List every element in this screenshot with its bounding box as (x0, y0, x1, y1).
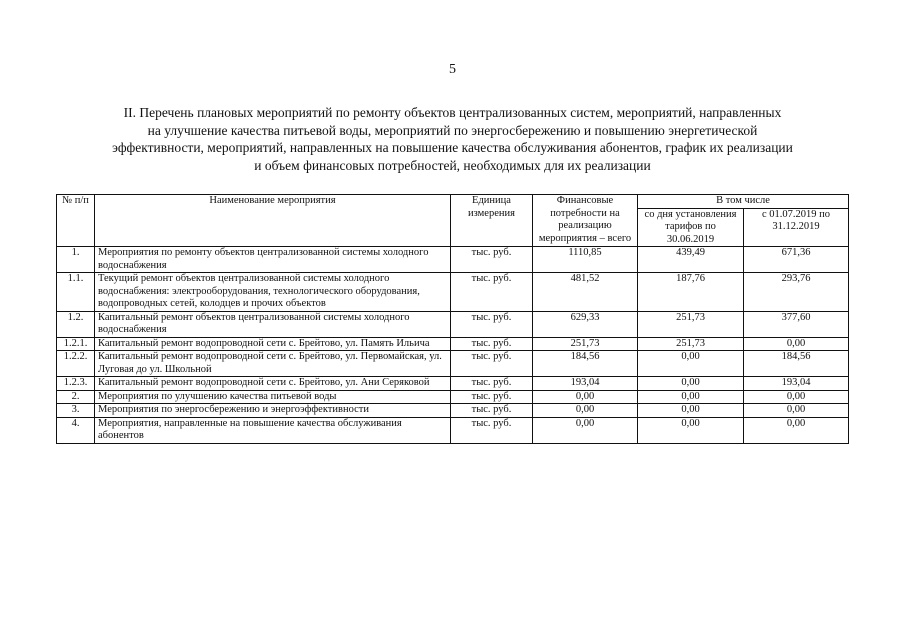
row-total: 1110,85 (533, 247, 638, 273)
row-name: Мероприятия, направленные на повышение качества обслуживания абонентов (95, 417, 451, 443)
row-total: 0,00 (533, 404, 638, 418)
row-period-2: 0,00 (744, 417, 849, 443)
row-unit: тыс. руб. (451, 337, 533, 351)
row-period-1: 0,00 (638, 377, 744, 391)
row-num: 1. (57, 247, 95, 273)
row-unit: тыс. руб. (451, 273, 533, 312)
row-num: 3. (57, 404, 95, 418)
row-period-2: 0,00 (744, 404, 849, 418)
table-header-row (57, 195, 849, 209)
row-period-2: 293,76 (744, 273, 849, 312)
row-period-1: 251,73 (638, 337, 744, 351)
header-period-2: с 01.07.2019 по 31.12.2019 (744, 208, 849, 247)
row-period-1: 0,00 (638, 404, 744, 418)
row-period-2: 0,00 (744, 337, 849, 351)
table-row (57, 390, 849, 404)
table-row (57, 311, 849, 337)
row-period-2: 193,04 (744, 377, 849, 391)
row-period-1: 439,49 (638, 247, 744, 273)
row-unit: тыс. руб. (451, 311, 533, 337)
row-period-2: 184,56 (744, 351, 849, 377)
row-period-2: 0,00 (744, 390, 849, 404)
row-period-1: 0,00 (638, 351, 744, 377)
row-name: Капитальный ремонт объектов централизованной системы холодного водоснабжения (95, 311, 451, 337)
table-row (57, 417, 849, 443)
row-unit: тыс. руб. (451, 404, 533, 418)
row-period-1: 0,00 (638, 417, 744, 443)
row-total: 0,00 (533, 390, 638, 404)
row-unit: тыс. руб. (451, 351, 533, 377)
row-period-1: 187,76 (638, 273, 744, 312)
row-total: 251,73 (533, 337, 638, 351)
row-num: 1.1. (57, 273, 95, 312)
table-row (57, 273, 849, 312)
row-total: 193,04 (533, 377, 638, 391)
row-unit: тыс. руб. (451, 377, 533, 391)
row-period-2: 671,36 (744, 247, 849, 273)
title-line-1: II. Перечень плановых мероприятий по ремонту объектов централизованных систем, мероприятий, направленных (123, 105, 782, 120)
row-num: 4. (57, 417, 95, 443)
header-period-1: со дня установления тарифов по 30.06.2019 (638, 208, 744, 247)
row-name: Мероприятия по ремонту объектов централизованной системы холодного водоснабжения (95, 247, 451, 273)
table-row (57, 247, 849, 273)
measures-table (56, 194, 849, 444)
page-number: 5 (449, 62, 456, 77)
table-row (57, 377, 849, 391)
row-num: 1.2.2. (57, 351, 95, 377)
row-num: 2. (57, 390, 95, 404)
header-total: Финансовые потребности на реализацию мероприятия – всего (533, 195, 638, 247)
section-title (60, 104, 845, 174)
row-period-2: 377,60 (744, 311, 849, 337)
row-unit: тыс. руб. (451, 390, 533, 404)
row-period-1: 0,00 (638, 390, 744, 404)
row-unit: тыс. руб. (451, 417, 533, 443)
header-num: № п/п (57, 195, 95, 247)
header-name: Наименование мероприятия (95, 195, 451, 247)
header-unit: Единица измерения (451, 195, 533, 247)
title-line-2: на улучшение качества питьевой воды, мероприятий по энергосбережению и повышению энергетической (147, 122, 758, 138)
row-total: 0,00 (533, 417, 638, 443)
table-row (57, 337, 849, 351)
row-num: 1.2. (57, 311, 95, 337)
row-name: Капитальный ремонт водопроводной сети с. Брейтово, ул. Память Ильича (95, 337, 451, 351)
row-total: 629,33 (533, 311, 638, 337)
row-name: Мероприятия по энергосбережению и энергоэффективности (95, 404, 451, 418)
row-total: 184,56 (533, 351, 638, 377)
row-total: 481,52 (533, 273, 638, 312)
title-line-3: эффективности, мероприятий, направленных на повышение качества обслуживания абонентов, график их реализации (112, 140, 793, 155)
row-num: 1.2.1. (57, 337, 95, 351)
row-name: Текущий ремонт объектов централизованной системы холодного водоснабжения: электрооборудования, технологического оборудования, водопроводных сетей, колодцев и прочих объектов (95, 273, 451, 312)
table-row (57, 351, 849, 377)
row-name: Мероприятия по улучшению качества питьевой воды (95, 390, 451, 404)
row-unit: тыс. руб. (451, 247, 533, 273)
row-period-1: 251,73 (638, 311, 744, 337)
row-name: Капитальный ремонт водопроводной сети с. Брейтово, ул. Первомайская, ул. Луговая до ул. Школьной (95, 351, 451, 377)
header-group: В том числе (638, 195, 849, 209)
table-row (57, 404, 849, 418)
title-line-4: и объем финансовых потребностей, необходимых для их реализации (254, 157, 651, 173)
row-name: Капитальный ремонт водопроводной сети с. Брейтово, ул. Ани Серяковой (95, 377, 451, 391)
row-num: 1.2.3. (57, 377, 95, 391)
